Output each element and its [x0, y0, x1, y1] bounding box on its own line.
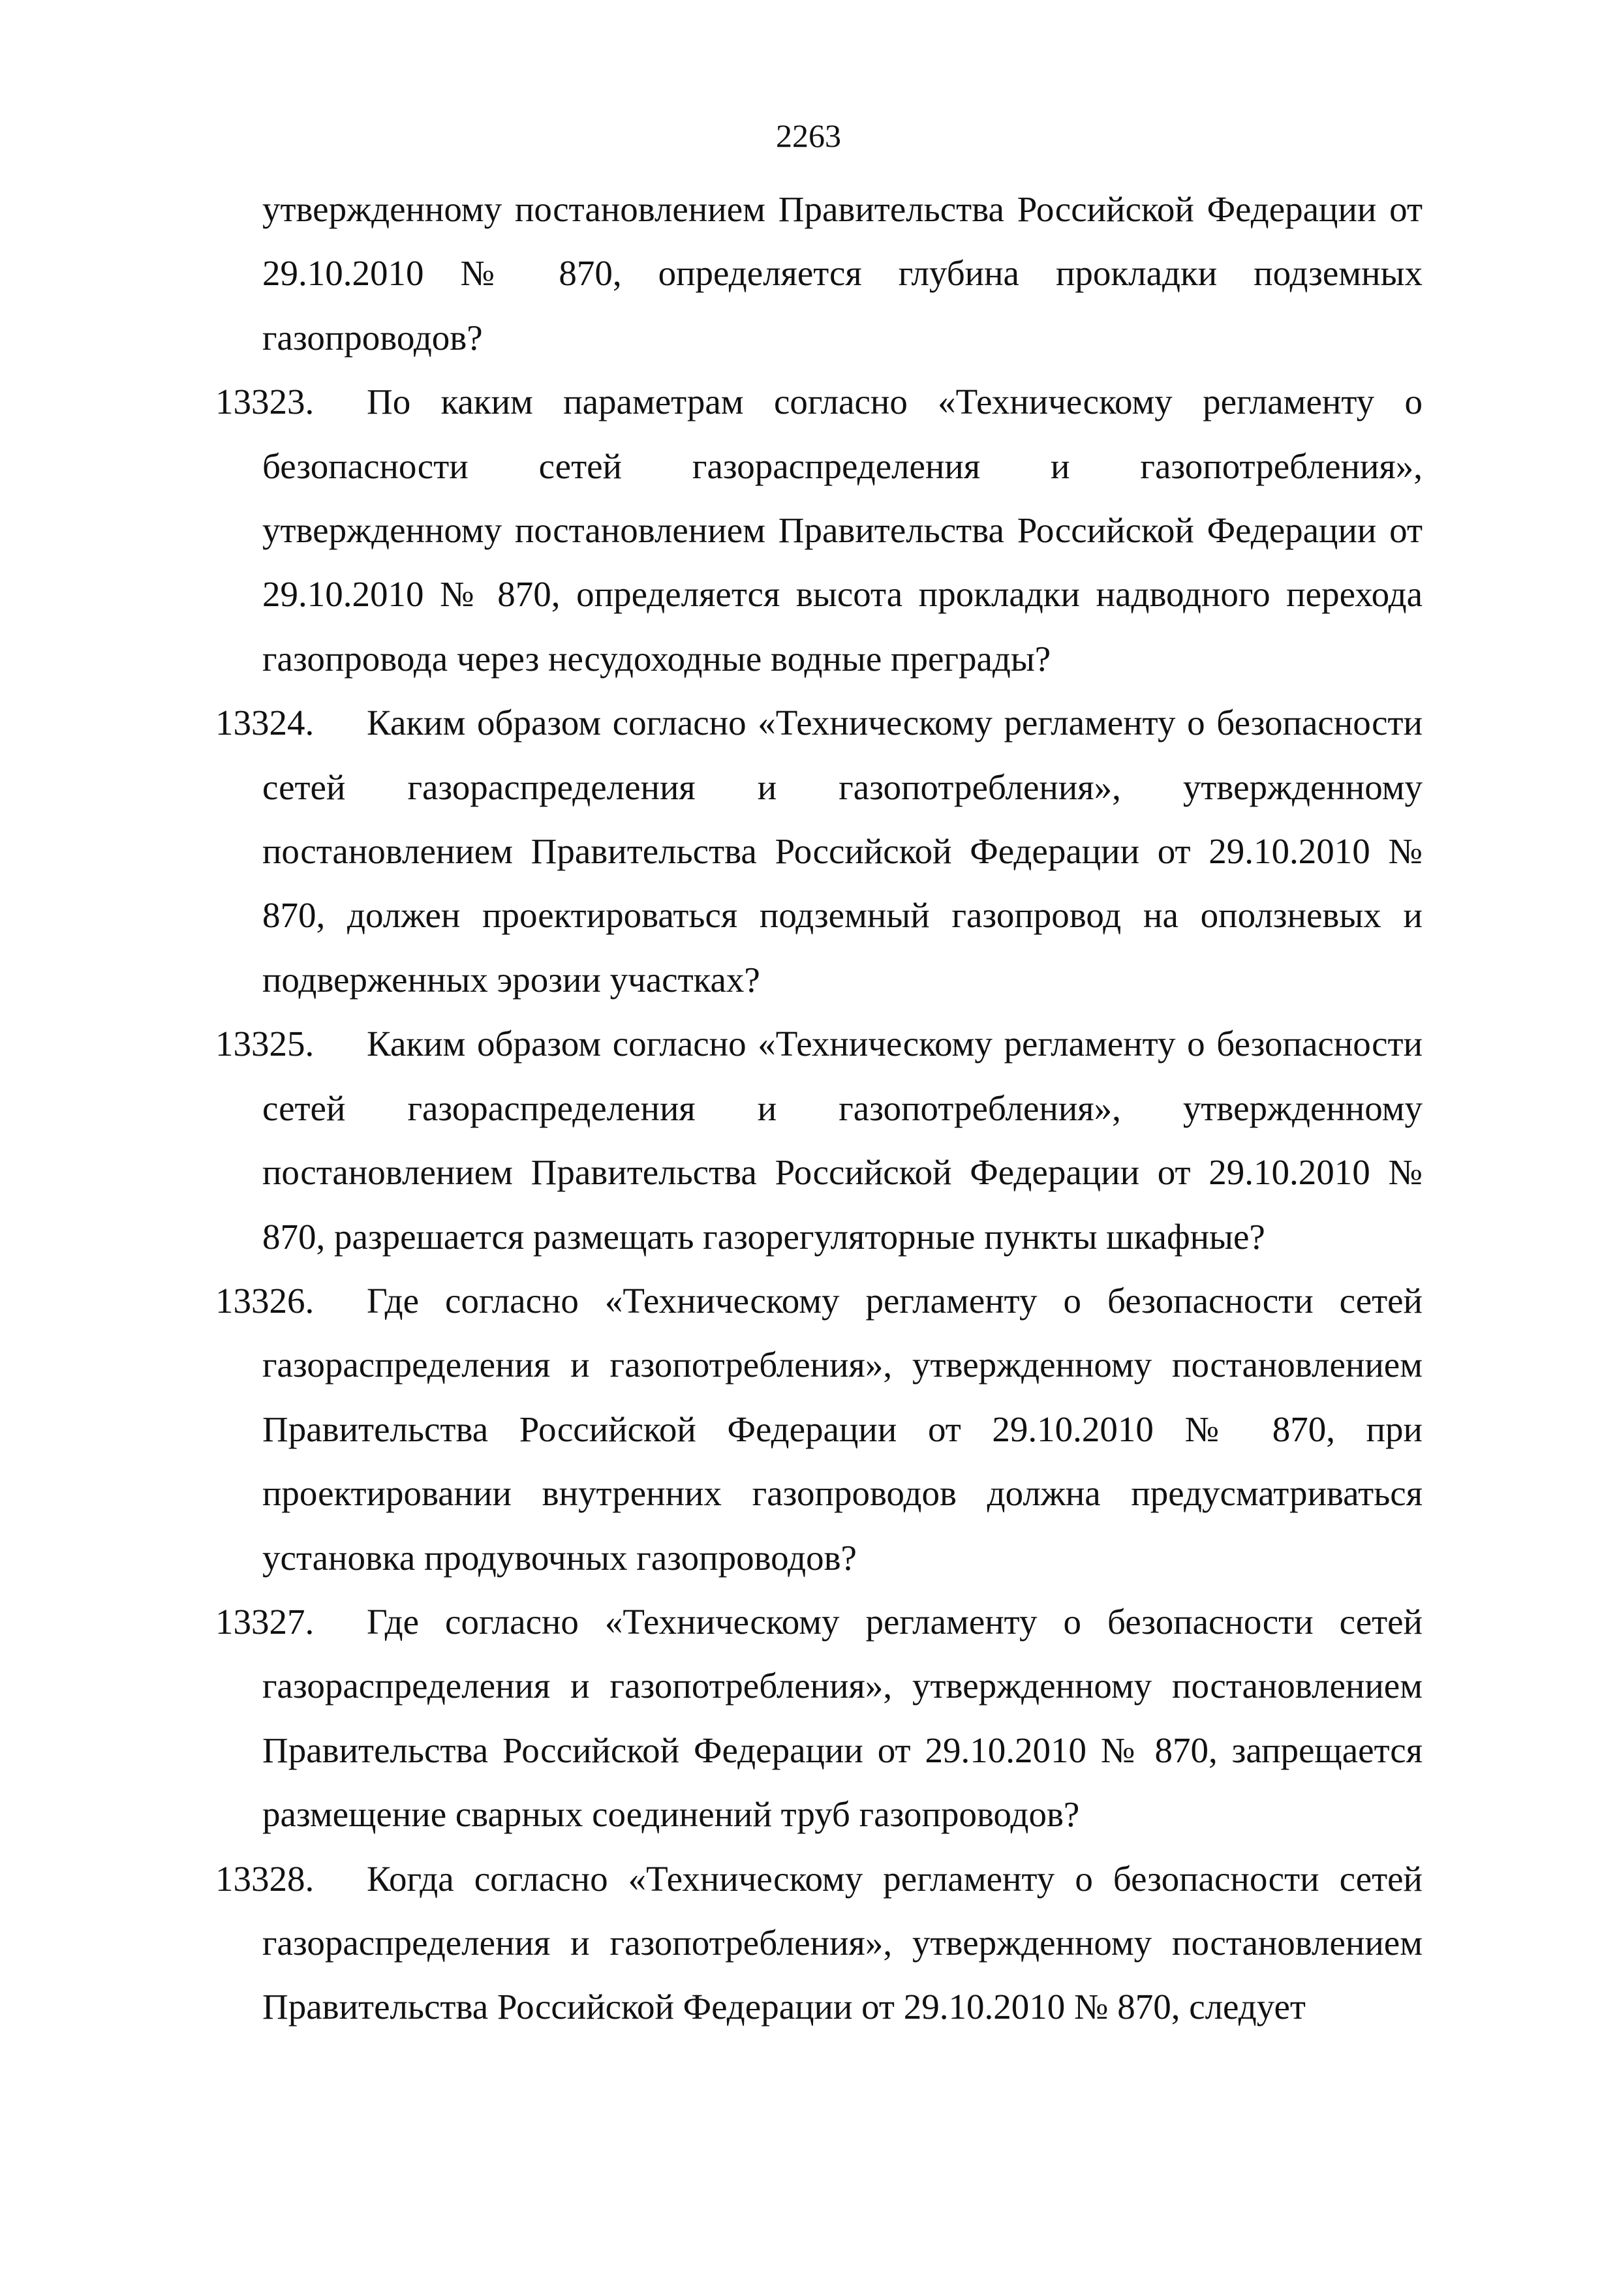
question-text: Где согласно «Техническому регламенту о безопасности сетей газораспределения и газопотребления», утвержденному постановлением Правительства Российской Федерации от 29.10.2010 № 870, запрещается размещение сварных соединений труб газопроводов?: [262, 1601, 1423, 1835]
question-item: [215, 1590, 1423, 1847]
question-number: 13326.: [215, 1280, 315, 1321]
question-text: Каким образом согласно «Техническому регламенту о безопасности сетей газораспределения и газопотребления», утвержденному постановлением Правительства Российской Федерации от 29.10.2010 № 870, разрешается размещать газорегуляторные пункты шкафные?: [262, 1024, 1423, 1257]
question-number: 13323.: [215, 382, 315, 422]
question-number: 13328.: [215, 1858, 315, 1899]
question-item: [215, 1012, 1423, 1269]
continued-question-text: утвержденному постановлением Правительства Российской Федерации от 29.10.2010 № 870, определяется глубина прокладки подземных газопроводов?: [262, 189, 1423, 358]
question-item: [215, 1847, 1423, 2040]
question-item: [215, 691, 1423, 1012]
question-text: По каким параметрам согласно «Техническому регламенту о безопасности сетей газораспределения и газопотребления», утвержденному постановлением Правительства Российской Федерации от 29.10.2010 № 870, определяется высота прокладки надводного перехода газопровода через несудоходные водные преграды?: [262, 382, 1423, 679]
question-text: Каким образом согласно «Техническому регламенту о безопасности сетей газораспределения и газопотребления», утвержденному постановлением Правительства Российской Федерации от 29.10.2010 № 870, должен проектироваться подземный газопровод на оползневых и подверженных эрозии участках?: [262, 703, 1423, 1000]
question-number: 13327.: [215, 1601, 315, 1642]
question-item: [215, 1269, 1423, 1590]
question-item: [215, 370, 1423, 691]
page-number: 2263: [776, 117, 841, 154]
question-text: Когда согласно «Техническому регламенту о безопасности сетей газораспределения и газопотребления», утвержденному постановлением Правительства Российской Федерации от 29.10.2010 № 870, следует: [262, 1858, 1423, 2027]
question-text: Где согласно «Техническому регламенту о безопасности сетей газораспределения и газопотребления», утвержденному постановлением Правительства Российской Федерации от 29.10.2010 № 870, при проектировании внутренних газопроводов должна предусматриваться установка продувочных газопроводов?: [262, 1280, 1423, 1578]
question-number: 13324.: [215, 703, 315, 743]
question-number: 13325.: [215, 1024, 315, 1064]
question-list: [215, 177, 1423, 2040]
